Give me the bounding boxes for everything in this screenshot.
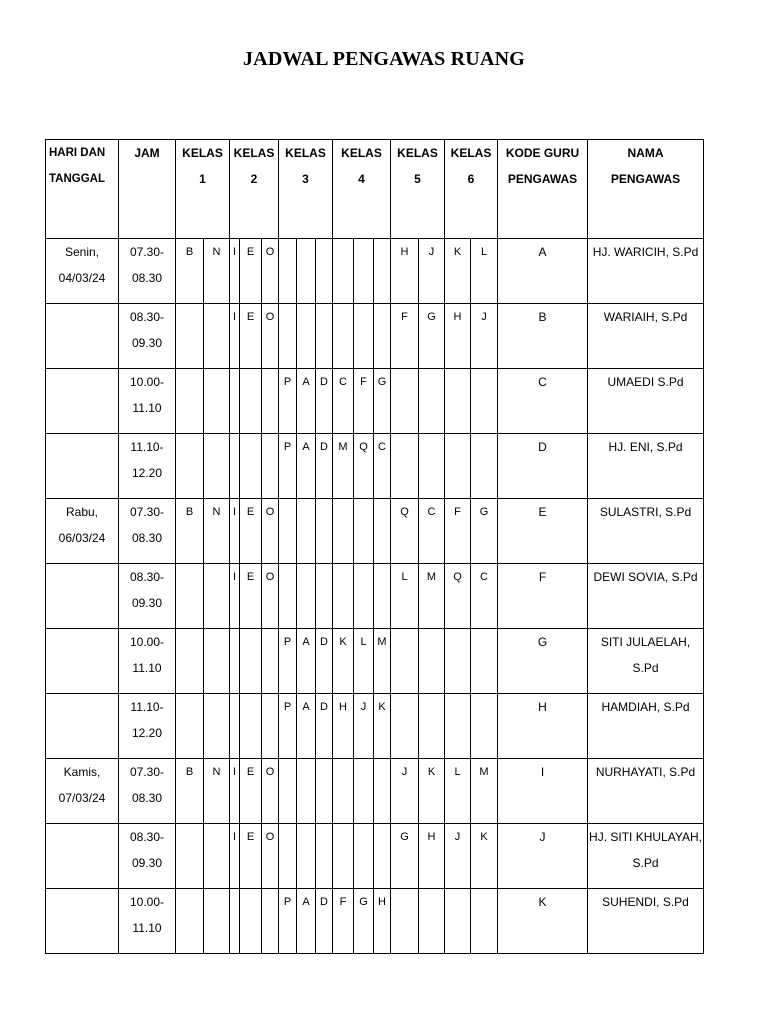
nama-pengawas-cell: SUHENDI, S.Pd	[588, 889, 704, 954]
class-room-cell: K	[419, 759, 445, 824]
jam-cell: 07.30- 08.30	[119, 759, 176, 824]
class-room-cell: L	[354, 629, 374, 694]
class-room-cell: L	[391, 564, 419, 629]
class-room-cell	[354, 499, 374, 564]
class-room-cell: J	[471, 304, 498, 369]
class-room-cell	[240, 434, 262, 499]
nama-pengawas-cell: SULASTRI, S.Pd	[588, 499, 704, 564]
class-room-cell	[204, 824, 230, 889]
class-room-cell	[240, 889, 262, 954]
nama-pengawas-cell: WARIAIH, S.Pd	[588, 304, 704, 369]
schedule-table	[45, 139, 704, 954]
class-room-cell: K	[374, 694, 391, 759]
class-room-cell	[445, 369, 471, 434]
class-room-cell: J	[391, 759, 419, 824]
class-room-cell	[333, 564, 354, 629]
class-room-cell	[176, 694, 204, 759]
class-room-cell	[204, 304, 230, 369]
class-room-cell	[374, 564, 391, 629]
hari-tanggal-cell	[46, 564, 119, 629]
header-kelas-2	[230, 140, 279, 239]
header-kelas-label: KELAS	[397, 146, 438, 160]
class-room-cell: Q	[354, 434, 374, 499]
class-room-cell: F	[354, 369, 374, 434]
table-row	[46, 629, 704, 694]
class-room-cell	[333, 824, 354, 889]
table-row	[46, 824, 704, 889]
class-room-cell	[204, 434, 230, 499]
class-room-cell	[354, 759, 374, 824]
hari-tanggal-cell: Rabu, 06/03/24	[46, 499, 119, 564]
class-room-cell: M	[419, 564, 445, 629]
class-room-cell	[279, 304, 297, 369]
class-room-cell	[316, 239, 333, 304]
kode-guru-cell: K	[498, 889, 588, 954]
class-room-cell	[419, 369, 445, 434]
class-room-cell: D	[316, 434, 333, 499]
class-room-cell	[297, 824, 316, 889]
jam-cell: 10.00- 11.10	[119, 889, 176, 954]
class-room-cell: Q	[445, 564, 471, 629]
jam-cell: 08.30- 09.30	[119, 304, 176, 369]
class-room-cell: P	[279, 369, 297, 434]
class-room-cell: N	[204, 239, 230, 304]
class-room-cell	[297, 759, 316, 824]
class-room-cell: O	[262, 499, 279, 564]
class-room-cell	[391, 889, 419, 954]
class-room-cell: E	[240, 759, 262, 824]
hari-tanggal-cell	[46, 304, 119, 369]
header-kelas-6	[445, 140, 498, 239]
class-room-cell	[445, 629, 471, 694]
class-room-cell: O	[262, 239, 279, 304]
kode-guru-cell: C	[498, 369, 588, 434]
class-room-cell	[230, 629, 240, 694]
class-room-cell	[297, 304, 316, 369]
header-kelas-1	[176, 140, 230, 239]
class-room-cell	[176, 564, 204, 629]
class-room-cell	[374, 499, 391, 564]
class-room-cell: I	[230, 759, 240, 824]
class-room-cell	[262, 434, 279, 499]
class-room-cell	[297, 499, 316, 564]
kode-guru-cell: F	[498, 564, 588, 629]
class-room-cell	[230, 694, 240, 759]
class-room-cell	[204, 564, 230, 629]
class-room-cell	[176, 369, 204, 434]
class-room-cell: F	[445, 499, 471, 564]
class-room-cell: Q	[391, 499, 419, 564]
class-room-cell: O	[262, 759, 279, 824]
class-room-cell	[176, 434, 204, 499]
header-row	[46, 140, 704, 239]
header-kode-line1: KODE GURU	[505, 146, 580, 160]
jam-cell: 08.30- 09.30	[119, 564, 176, 629]
class-room-cell	[333, 239, 354, 304]
header-kelas-label: KELAS	[341, 146, 382, 160]
nama-pengawas-cell: UMAEDI S.Pd	[588, 369, 704, 434]
class-room-cell	[354, 304, 374, 369]
class-room-cell	[333, 499, 354, 564]
class-room-cell	[316, 499, 333, 564]
header-hari-tanggal	[46, 140, 119, 239]
table-row	[46, 889, 704, 954]
class-room-cell	[176, 824, 204, 889]
nama-pengawas-cell: HAMDIAH, S.Pd	[588, 694, 704, 759]
hari-tanggal-cell	[46, 694, 119, 759]
header-kelas-label: KELAS	[450, 146, 492, 160]
hari-tanggal-cell: Senin, 04/03/24	[46, 239, 119, 304]
header-jam-label: JAM	[134, 146, 160, 160]
class-room-cell	[374, 759, 391, 824]
class-room-cell: O	[262, 564, 279, 629]
class-room-cell: G	[374, 369, 391, 434]
class-room-cell: C	[333, 369, 354, 434]
class-room-cell: E	[240, 499, 262, 564]
class-room-cell: P	[279, 889, 297, 954]
header-kode-guru	[498, 140, 588, 239]
hari-tanggal-cell	[46, 824, 119, 889]
class-room-cell	[279, 759, 297, 824]
header-jam	[119, 140, 176, 239]
class-room-cell: B	[176, 239, 204, 304]
kode-guru-cell: G	[498, 629, 588, 694]
class-room-cell	[354, 239, 374, 304]
kode-guru-cell: B	[498, 304, 588, 369]
class-room-cell: O	[262, 824, 279, 889]
class-room-cell: K	[471, 824, 498, 889]
nama-pengawas-cell: DEWI SOVIA, S.Pd	[588, 564, 704, 629]
class-room-cell: I	[230, 824, 240, 889]
class-room-cell: M	[471, 759, 498, 824]
class-room-cell: J	[445, 824, 471, 889]
class-room-cell: I	[230, 499, 240, 564]
class-room-cell: C	[471, 564, 498, 629]
class-room-cell: J	[354, 694, 374, 759]
class-room-cell	[176, 304, 204, 369]
jam-cell: 10.00- 11.10	[119, 369, 176, 434]
class-room-cell: G	[419, 304, 445, 369]
class-room-cell: L	[445, 759, 471, 824]
nama-pengawas-cell: HJ. SITI KHULAYAH, S.Pd	[588, 824, 704, 889]
header-nama-line1: NAMA	[627, 146, 664, 160]
class-room-cell	[419, 434, 445, 499]
class-room-cell	[374, 239, 391, 304]
class-room-cell	[471, 694, 498, 759]
hari-tanggal-cell	[46, 434, 119, 499]
class-room-cell	[471, 369, 498, 434]
class-room-cell: I	[230, 239, 240, 304]
class-room-cell: K	[333, 629, 354, 694]
header-kelas-num: 6	[467, 172, 475, 186]
class-room-cell: P	[279, 694, 297, 759]
class-room-cell: M	[374, 629, 391, 694]
class-room-cell: B	[176, 499, 204, 564]
jam-cell: 08.30- 09.30	[119, 824, 176, 889]
class-room-cell	[230, 434, 240, 499]
class-room-cell	[316, 824, 333, 889]
table-row	[46, 564, 704, 629]
class-room-cell: M	[333, 434, 354, 499]
class-room-cell	[374, 304, 391, 369]
kode-guru-cell: H	[498, 694, 588, 759]
class-room-cell	[374, 824, 391, 889]
class-room-cell: D	[316, 369, 333, 434]
class-room-cell: N	[204, 499, 230, 564]
class-room-cell: K	[445, 239, 471, 304]
class-room-cell: A	[297, 369, 316, 434]
class-room-cell	[354, 824, 374, 889]
header-nama-line2: PENGAWAS	[610, 172, 681, 186]
class-room-cell: F	[333, 889, 354, 954]
class-room-cell: A	[297, 889, 316, 954]
class-room-cell: E	[240, 304, 262, 369]
class-room-cell	[230, 369, 240, 434]
header-kelas-label: KELAS	[182, 146, 223, 160]
class-room-cell: A	[297, 629, 316, 694]
class-room-cell: I	[230, 564, 240, 629]
class-room-cell	[262, 889, 279, 954]
class-room-cell: E	[240, 564, 262, 629]
hari-tanggal-cell	[46, 629, 119, 694]
table-row	[46, 694, 704, 759]
header-kode-line2: PENGAWAS	[507, 172, 578, 186]
header-kelas-num: 4	[358, 172, 365, 186]
class-room-cell	[297, 239, 316, 304]
class-room-cell	[445, 694, 471, 759]
class-room-cell	[279, 564, 297, 629]
class-room-cell	[262, 694, 279, 759]
class-room-cell	[279, 239, 297, 304]
header-kelas-3	[279, 140, 333, 239]
class-room-cell	[262, 369, 279, 434]
jam-cell: 11.10- 12.20	[119, 434, 176, 499]
class-room-cell	[176, 629, 204, 694]
class-room-cell	[471, 889, 498, 954]
hari-tanggal-cell	[46, 889, 119, 954]
class-room-cell: A	[297, 694, 316, 759]
class-room-cell: G	[354, 889, 374, 954]
class-room-cell	[333, 759, 354, 824]
class-room-cell	[419, 694, 445, 759]
kode-guru-cell: I	[498, 759, 588, 824]
jam-cell: 11.10- 12.20	[119, 694, 176, 759]
class-room-cell	[316, 759, 333, 824]
class-room-cell: P	[279, 629, 297, 694]
table-row	[46, 304, 704, 369]
class-room-cell: E	[240, 239, 262, 304]
kode-guru-cell: J	[498, 824, 588, 889]
class-room-cell	[391, 434, 419, 499]
class-room-cell	[279, 499, 297, 564]
jam-cell: 10.00- 11.10	[119, 629, 176, 694]
class-room-cell	[471, 629, 498, 694]
class-room-cell: A	[297, 434, 316, 499]
nama-pengawas-cell: HJ. ENI, S.Pd	[588, 434, 704, 499]
class-room-cell	[279, 824, 297, 889]
class-room-cell	[204, 629, 230, 694]
class-room-cell: O	[262, 304, 279, 369]
class-room-cell	[204, 694, 230, 759]
class-room-cell	[240, 629, 262, 694]
header-kelas-label: KELAS	[233, 146, 275, 160]
schedule-body	[46, 239, 704, 954]
class-room-cell: H	[333, 694, 354, 759]
class-room-cell: B	[176, 759, 204, 824]
class-room-cell: F	[391, 304, 419, 369]
class-room-cell: H	[419, 824, 445, 889]
class-room-cell	[391, 629, 419, 694]
class-room-cell	[176, 889, 204, 954]
class-room-cell: G	[391, 824, 419, 889]
class-room-cell	[419, 889, 445, 954]
hari-tanggal-cell: Kamis, 07/03/24	[46, 759, 119, 824]
class-room-cell: D	[316, 629, 333, 694]
class-room-cell	[391, 694, 419, 759]
class-room-cell	[333, 304, 354, 369]
class-room-cell: E	[240, 824, 262, 889]
class-room-cell	[204, 369, 230, 434]
class-room-cell: C	[419, 499, 445, 564]
class-room-cell: H	[374, 889, 391, 954]
jam-cell: 07.30- 08.30	[119, 499, 176, 564]
class-room-cell	[297, 564, 316, 629]
class-room-cell	[445, 434, 471, 499]
class-room-cell	[419, 629, 445, 694]
table-row	[46, 499, 704, 564]
table-row	[46, 759, 704, 824]
class-room-cell: L	[471, 239, 498, 304]
nama-pengawas-cell: SITI JULAELAH, S.Pd	[588, 629, 704, 694]
table-row	[46, 369, 704, 434]
class-room-cell	[240, 369, 262, 434]
class-room-cell	[391, 369, 419, 434]
class-room-cell: C	[374, 434, 391, 499]
class-room-cell	[354, 564, 374, 629]
hari-tanggal-cell	[46, 369, 119, 434]
kode-guru-cell: A	[498, 239, 588, 304]
class-room-cell: G	[471, 499, 498, 564]
class-room-cell: H	[391, 239, 419, 304]
class-room-cell	[316, 564, 333, 629]
class-room-cell	[471, 434, 498, 499]
page-title: JADWAL PENGAWAS RUANG	[242, 48, 525, 70]
header-kelas-num: 2	[250, 172, 258, 186]
class-room-cell: N	[204, 759, 230, 824]
table-row	[46, 434, 704, 499]
class-room-cell	[240, 694, 262, 759]
table-row	[46, 239, 704, 304]
class-room-cell: H	[445, 304, 471, 369]
header-kelas-5	[391, 140, 445, 239]
header-kelas-4	[333, 140, 391, 239]
class-room-cell: D	[316, 694, 333, 759]
class-room-cell	[204, 889, 230, 954]
class-room-cell: I	[230, 304, 240, 369]
header-kelas-label: KELAS	[285, 146, 326, 160]
nama-pengawas-cell: HJ. WARICIH, S.Pd	[588, 239, 704, 304]
class-room-cell	[445, 889, 471, 954]
class-room-cell: P	[279, 434, 297, 499]
header-hari-line1: HARI DAN	[49, 147, 106, 159]
class-room-cell	[316, 304, 333, 369]
header-kelas-num: 5	[414, 172, 421, 186]
class-room-cell	[230, 889, 240, 954]
kode-guru-cell: E	[498, 499, 588, 564]
class-room-cell: J	[419, 239, 445, 304]
header-kelas-num: 3	[302, 172, 309, 186]
header-nama-pengawas	[588, 140, 704, 239]
header-hari-line2: TANGGAL	[49, 173, 106, 185]
class-room-cell	[262, 629, 279, 694]
class-room-cell: D	[316, 889, 333, 954]
kode-guru-cell: D	[498, 434, 588, 499]
header-kelas-num: 1	[199, 172, 206, 186]
nama-pengawas-cell: NURHAYATI, S.Pd	[588, 759, 704, 824]
jam-cell: 07.30- 08.30	[119, 239, 176, 304]
